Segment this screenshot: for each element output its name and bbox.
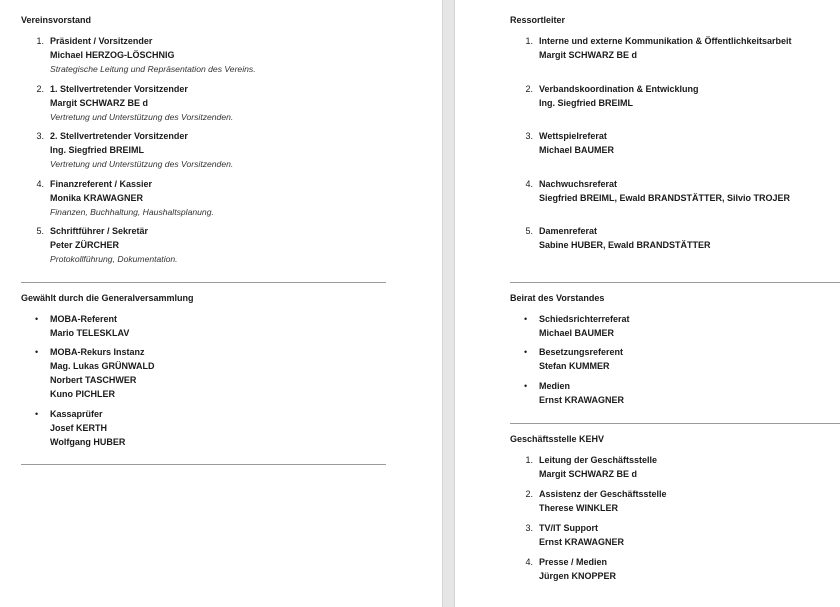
list-item-tv-it-support: [510, 521, 840, 549]
list-item-besetzungsreferent: [510, 345, 840, 373]
list-item-moba-rekurs: [21, 345, 386, 401]
role-label: Leitung der Geschäftsstelle: [539, 455, 658, 465]
list-item-assistenz: [510, 487, 840, 515]
person-name: Wolfgang HUBER: [50, 437, 126, 447]
list-number: 4.: [525, 557, 533, 567]
bullet-icon: •: [35, 409, 39, 419]
list-number: 1.: [525, 455, 533, 465]
list-number: 3.: [36, 131, 44, 141]
role-label: TV/IT Support: [539, 523, 598, 533]
role-label: Kassaprüfer: [50, 409, 103, 419]
list-number: 3.: [525, 131, 533, 141]
section-divider: [510, 282, 840, 283]
role-label: Presse / Medien: [539, 557, 608, 567]
section-divider: [510, 423, 840, 424]
person-name: Josef KERTH: [50, 423, 108, 433]
person-name: Margit SCHWARZ BE d: [539, 469, 637, 479]
list-item-finanzreferent: [21, 177, 386, 219]
person-name: Ernst KRAWAGNER: [539, 395, 625, 405]
bullet-icon: •: [524, 381, 528, 391]
person-name: Ing. Siegfried BREIML: [539, 98, 634, 108]
person-name: Kuno PICHLER: [50, 389, 115, 399]
page-gutter: [442, 0, 455, 607]
role-description: Protokollführung, Dokumentation.: [50, 254, 178, 264]
list-item-kassapruefer: [21, 407, 386, 449]
bullet-icon: •: [524, 347, 528, 357]
section-title: Gewählt durch die Generalversammlung: [21, 293, 194, 303]
section-ressortleiter: [510, 14, 840, 26]
role-label: Besetzungsreferent: [539, 347, 624, 357]
list-number: 4.: [525, 179, 533, 189]
bullet-icon: •: [35, 347, 39, 357]
list-item-kommunikation: [510, 34, 840, 62]
person-name: Margit SCHWARZ BE d: [50, 98, 148, 108]
role-label: MOBA-Referent: [50, 314, 118, 324]
list-item-stellvertreter-1: [21, 82, 386, 124]
role-description: Finanzen, Buchhaltung, Haushaltsplanung.: [50, 207, 214, 217]
list-number: 2.: [36, 84, 44, 94]
list-number: 1.: [525, 36, 533, 46]
role-label: Verbandskoordination & Entwicklung: [539, 84, 699, 94]
person-name: Margit SCHWARZ BE d: [539, 50, 637, 60]
section-title: Beirat des Vorstandes: [510, 293, 605, 303]
list-item-moba-referent: [21, 312, 386, 340]
section-vereinsvorstand: [21, 14, 386, 26]
section-gewaehlt: [21, 292, 386, 304]
list-item-praesident: [21, 34, 386, 76]
section-title: Ressortleiter: [510, 15, 566, 25]
role-label: MOBA-Rekurs Instanz: [50, 347, 145, 357]
role-label: Wettspielreferat: [539, 131, 607, 141]
list-number: 2.: [525, 489, 533, 499]
list-number: 5.: [36, 226, 44, 236]
role-label: Interne und externe Kommunikation & Öffentlichkeitsarbeit: [539, 36, 792, 46]
person-name: Norbert TASCHWER: [50, 375, 137, 385]
section-geschaeftsstelle: [510, 433, 840, 445]
person-name: Monika KRAWAGNER: [50, 193, 144, 203]
person-name: Siegfried BREIML, Ewald BRANDSTÄTTER, Silvio TROJER: [539, 193, 791, 203]
role-label: 2. Stellvertretender Vorsitzender: [50, 131, 188, 141]
person-name: Michael BAUMER: [539, 328, 615, 338]
role-label: 1. Stellvertretender Vorsitzender: [50, 84, 188, 94]
list-number: 1.: [36, 36, 44, 46]
list-item-medien: [510, 379, 840, 407]
section-divider: [21, 282, 386, 283]
role-label: Nachwuchsreferat: [539, 179, 618, 189]
list-item-wettspielreferat: [510, 129, 840, 157]
role-description: Vertretung und Unterstützung des Vorsitzenden.: [50, 112, 234, 122]
person-name: Michael HERZOG-LÖSCHNIG: [50, 50, 175, 60]
person-name: Mario TELESKLAV: [50, 328, 130, 338]
list-number: 2.: [525, 84, 533, 94]
person-name: Sabine HUBER, Ewald BRANDSTÄTTER: [539, 240, 711, 250]
list-number: 3.: [525, 523, 533, 533]
person-name: Mag. Lukas GRÜNWALD: [50, 361, 155, 371]
bullet-icon: •: [524, 314, 528, 324]
role-label: Medien: [539, 381, 571, 391]
list-number: 4.: [36, 179, 44, 189]
person-name: Jürgen KNOPPER: [539, 571, 617, 581]
role-label: Schriftführer / Sekretär: [50, 226, 149, 236]
role-label: Präsident / Vorsitzender: [50, 36, 153, 46]
list-item-verbandskoordination: [510, 82, 840, 110]
list-item-presse-medien: [510, 555, 840, 583]
section-title: Vereinsvorstand: [21, 15, 92, 25]
person-name: Stefan KUMMER: [539, 361, 610, 371]
list-item-schriftfuehrer: [21, 224, 386, 266]
person-name: Ing. Siegfried BREIML: [50, 145, 145, 155]
section-beirat: [510, 292, 840, 304]
role-description: Strategische Leitung und Repräsentation des Vereins.: [50, 64, 256, 74]
list-item-stellvertreter-2: [21, 129, 386, 171]
list-item-schiedsrichterreferat: [510, 312, 840, 340]
role-label: Damenreferat: [539, 226, 598, 236]
role-description: Vertretung und Unterstützung des Vorsitzenden.: [50, 159, 234, 169]
list-item-damenreferat: [510, 224, 840, 252]
section-divider: [21, 464, 386, 465]
person-name: Ernst KRAWAGNER: [539, 537, 625, 547]
person-name: Peter ZÜRCHER: [50, 240, 120, 250]
bullet-icon: •: [35, 314, 39, 324]
list-item-nachwuchsreferat: [510, 177, 840, 205]
role-label: Schiedsrichterreferat: [539, 314, 630, 324]
role-label: Finanzreferent / Kassier: [50, 179, 153, 189]
list-number: 5.: [525, 226, 533, 236]
list-item-leitung: [510, 453, 840, 481]
person-name: Therese WINKLER: [539, 503, 619, 513]
section-title: Geschäftsstelle KEHV: [510, 434, 605, 444]
role-label: Assistenz der Geschäftsstelle: [539, 489, 667, 499]
person-name: Michael BAUMER: [539, 145, 615, 155]
document-page-right: [455, 0, 840, 607]
